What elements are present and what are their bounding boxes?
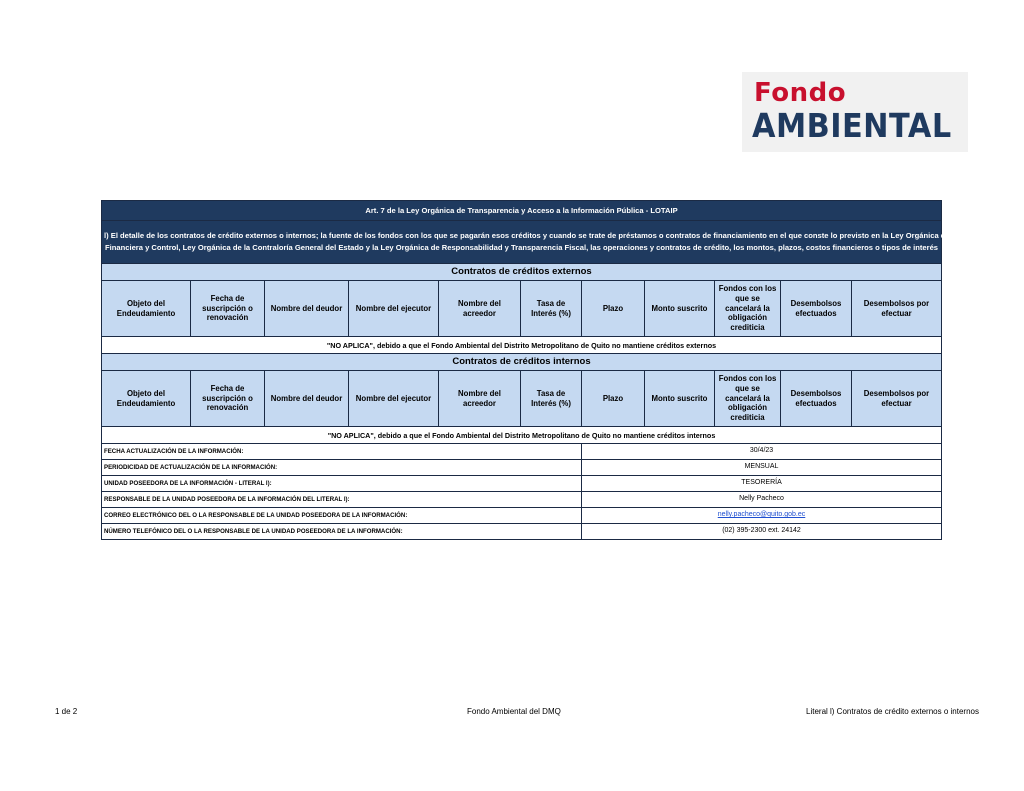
correo-cell [582,508,942,524]
column-header: Desembolsos por efectuar [852,281,942,337]
section-title-internos: Contratos de créditos internos [102,354,942,371]
column-header: Monto suscrito [645,371,715,427]
fecha-value: 30/4/23 [582,444,942,460]
info-row [102,460,942,476]
column-header: Nombre del deudor [265,371,349,427]
telefono-value: (02) 395-2300 ext. 24142 [582,524,942,540]
column-header-row [102,281,942,337]
column-header: Desembolsos efectuados [781,281,852,337]
column-header: Monto suscrito [645,281,715,337]
no-aplica-internos: "NO APLICA", debido a que el Fondo Ambiental del Distrito Metropolitano de Quito no mantiene créditos internos [102,427,942,444]
telefono-label: NÚMERO TELEFÓNICO DEL O LA RESPONSABLE DE LA UNIDAD POSEEDORA DE LA INFORMACIÓN: [102,524,582,540]
literal-description [102,221,1007,264]
column-header: Tasa de Interés (%) [521,371,582,427]
column-header: Objeto del Endeudamiento [102,281,191,337]
no-aplica-externos: "NO APLICA", debido a que el Fondo Ambiental del Distrito Metropolitano de Quito no mantiene créditos externos [102,337,942,354]
footer-page-number: 1 de 2 [55,707,78,716]
column-header: Objeto del Endeudamiento [102,371,191,427]
unidad-label: UNIDAD POSEEDORA DE LA INFORMACIÓN - LITERAL l): [102,476,582,492]
column-header: Nombre del deudor [265,281,349,337]
responsable-value: Nelly Pacheco [582,492,942,508]
column-header-row [102,371,942,427]
periodicidad-value: MENSUAL [582,460,942,476]
column-header: Nombre del ejecutor [349,371,439,427]
correo-label: CORREO ELECTRÓNICO DEL O LA RESPONSABLE DE LA UNIDAD POSEEDORA DE LA INFORMACIÓN: [102,508,582,524]
info-row [102,444,942,460]
fondo-ambiental-logo [742,72,968,152]
logo-line-1: Fondo [754,78,847,108]
column-header: Plazo [582,371,645,427]
periodicidad-label: PERIODICIDAD DE ACTUALIZACIÓN DE LA INFORMACIÓN: [102,460,582,476]
fecha-label: FECHA ACTUALIZACIÓN DE LA INFORMACIÓN: [102,444,582,460]
literal-line-2: Financiera y Control, Ley Orgánica de la Contraloría General del Estado y la Ley Orgánica de Responsabilidad y Transparencia Fiscal, las operaciones y contratos de crédito, los montos, plazos, costos financieros o tipos de interés [104,243,939,252]
logo-line-2: AMBIENTAL [752,106,952,145]
info-row [102,508,942,524]
info-row [102,476,942,492]
lotaip-table-container [101,200,1007,540]
column-header: Nombre del acreedor [439,281,521,337]
column-header: Tasa de Interés (%) [521,281,582,337]
footer-sheet-name: Literal l) Contratos de crédito externos o internos [806,707,979,716]
column-header: Nombre del acreedor [439,371,521,427]
column-header: Desembolsos efectuados [781,371,852,427]
lotaip-table [101,200,1007,540]
section-title-externos: Contratos de créditos externos [102,264,942,281]
column-header: Fecha de suscripción o renovación [191,371,265,427]
info-row [102,524,942,540]
info-row [102,492,942,508]
column-header: Fecha de suscripción o renovación [191,281,265,337]
column-header: Fondos con los que se cancelará la obligación crediticia [715,281,781,337]
email-link[interactable]: nelly.pacheco@quito.gob.ec [717,511,806,519]
literal-line-1: l) El detalle de los contratos de crédito externos o internos; la fuente de los fondos con los que se pagarán esos créditos y cuando se trate de préstamos o contratos de financiamiento en el que conste lo previsto en la Ley Orgánica de Administración [104,231,1007,241]
footer-entity: Fondo Ambiental del DMQ [467,707,561,716]
responsable-label: RESPONSABLE DE LA UNIDAD POSEEDORA DE LA INFORMACIÓN DEL LITERAL l): [102,492,582,508]
column-header: Fondos con los que se cancelará la obligación crediticia [715,371,781,427]
column-header: Nombre del ejecutor [349,281,439,337]
unidad-value: TESORERÍA [582,476,942,492]
table-title: Art. 7 de la Ley Orgánica de Transparencia y Acceso a la Información Pública - LOTAIP [102,201,942,221]
column-header: Desembolsos por efectuar [852,371,942,427]
column-header: Plazo [582,281,645,337]
